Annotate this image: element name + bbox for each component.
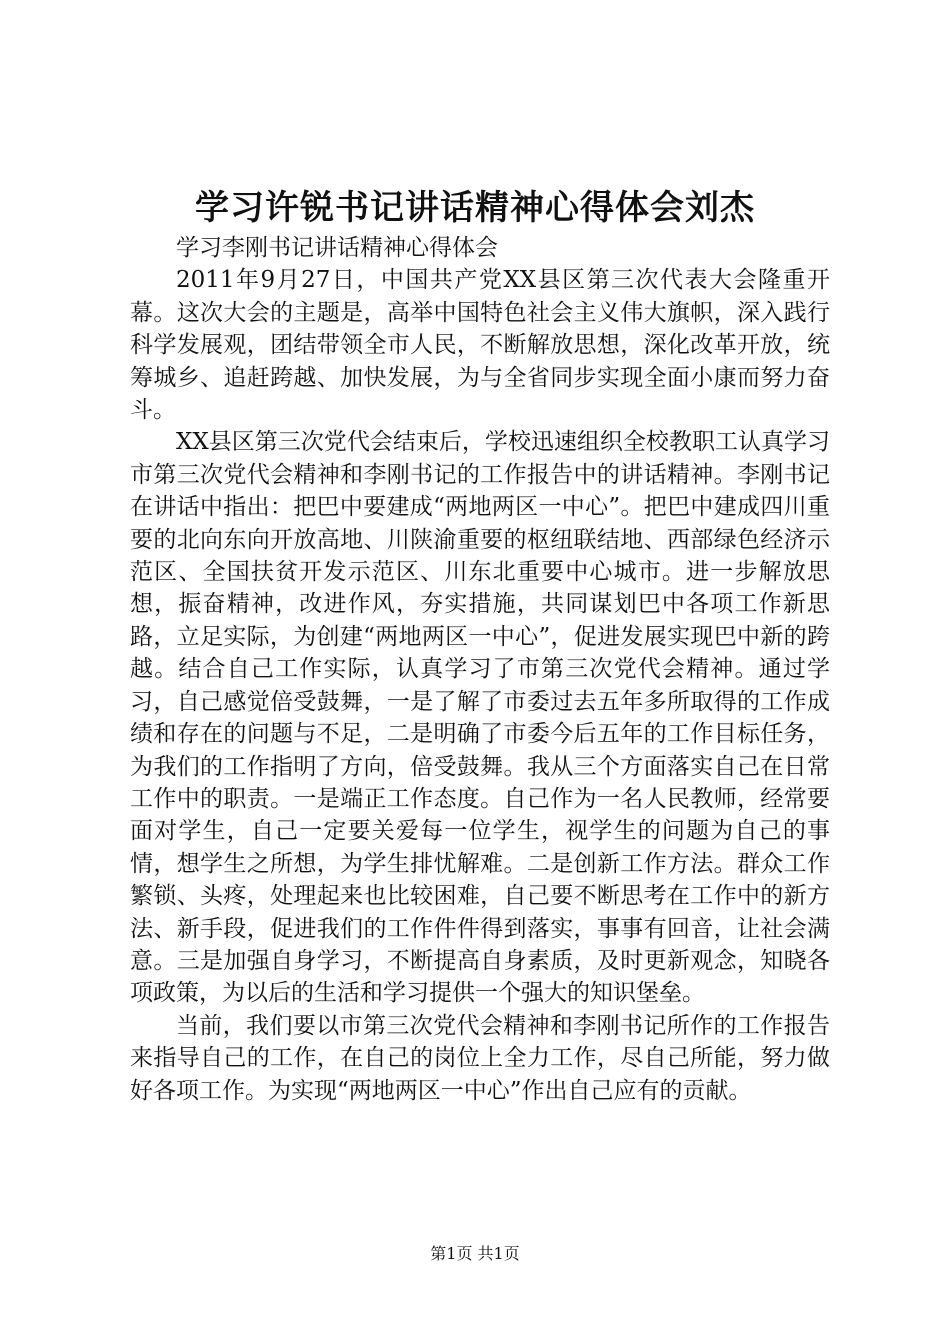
paragraph-1: 2011年9月27日，中国共产党XX县区第三次代表大会隆重开幕。这次大会的主题是，高举中国特色社会主义伟大旗帜，深入践行科学发展观，团结带领全市人民，不断解放思想，深化改革开放，统筹城乡、追赶跨越、加快发展，为与全省同步实现全面小康而努力奋斗。 (130, 267, 830, 424)
document-title: 学习许锐书记讲话精神心得体会刘杰 (195, 188, 755, 228)
paragraph-3: 当前，我们要以市第三次党代会精神和李刚书记所作的工作报告来指导自己的工作，在自己的岗位上全力工作，尽自己所能，努力做好各项工作。为实现“两地两区一中心”作出自己应有的贡献。 (130, 1012, 830, 1104)
paragraph-2: XX县区第三次党代会结束后，学校迅速组织全校教职工认真学习市第三次党代会精神和李刚书记的工作报告中的讲话精神。李刚书记在讲话中指出：把巴中要建成“两地两区一中心”。把巴中建成四川重要的北向东向开放高地、川陕渝重要的枢纽联结地、西部绿色经济示范区、全国扶贫开发示范区、川东北重要中心城市。进一步解放思想，振奋精神，改进作风，夯实措施，共同谋划巴中各项工作新思路，立足实际，为创建“两地两区一中心”，促进发展实现巴中新的跨越。结合自己工作实际，认真学习了市第三次党代会精神。通过学习，自己感觉倍受鼓舞，一是了解了市委过去五年多所取得的工作成绩和存在的问题与不足，二是明确了市委今后五年的工作目标任务，为我们的工作指明了方向，倍受鼓舞。我从三个方面落实自己在日常工作中的职责。一是端正工作态度。自己作为一名人民教师，经常要面对学生，自己一定要关爱每一位学生，视学生的问题为自己的事情，想学生之所想，为学生排忧解难。二是创新工作方法。群众工作繁锁、头疼，处理起来也比较困难，自己要不断思考在工作中的新方法、新手段，促进我们的工作件件得到落实，事事有回音，让社会满意。三是加强自身学习，不断提高自身素质，及时更新观念，知晓各项政策，为以后的生活和学习提供一个强大的知识堡垒。 (130, 429, 830, 1007)
document-body (130, 232, 830, 1107)
page-footer: 第1页 共1页 (430, 1244, 520, 1263)
paragraph-subtitle: 学习李刚书记讲话精神心得体会 (176, 235, 498, 261)
